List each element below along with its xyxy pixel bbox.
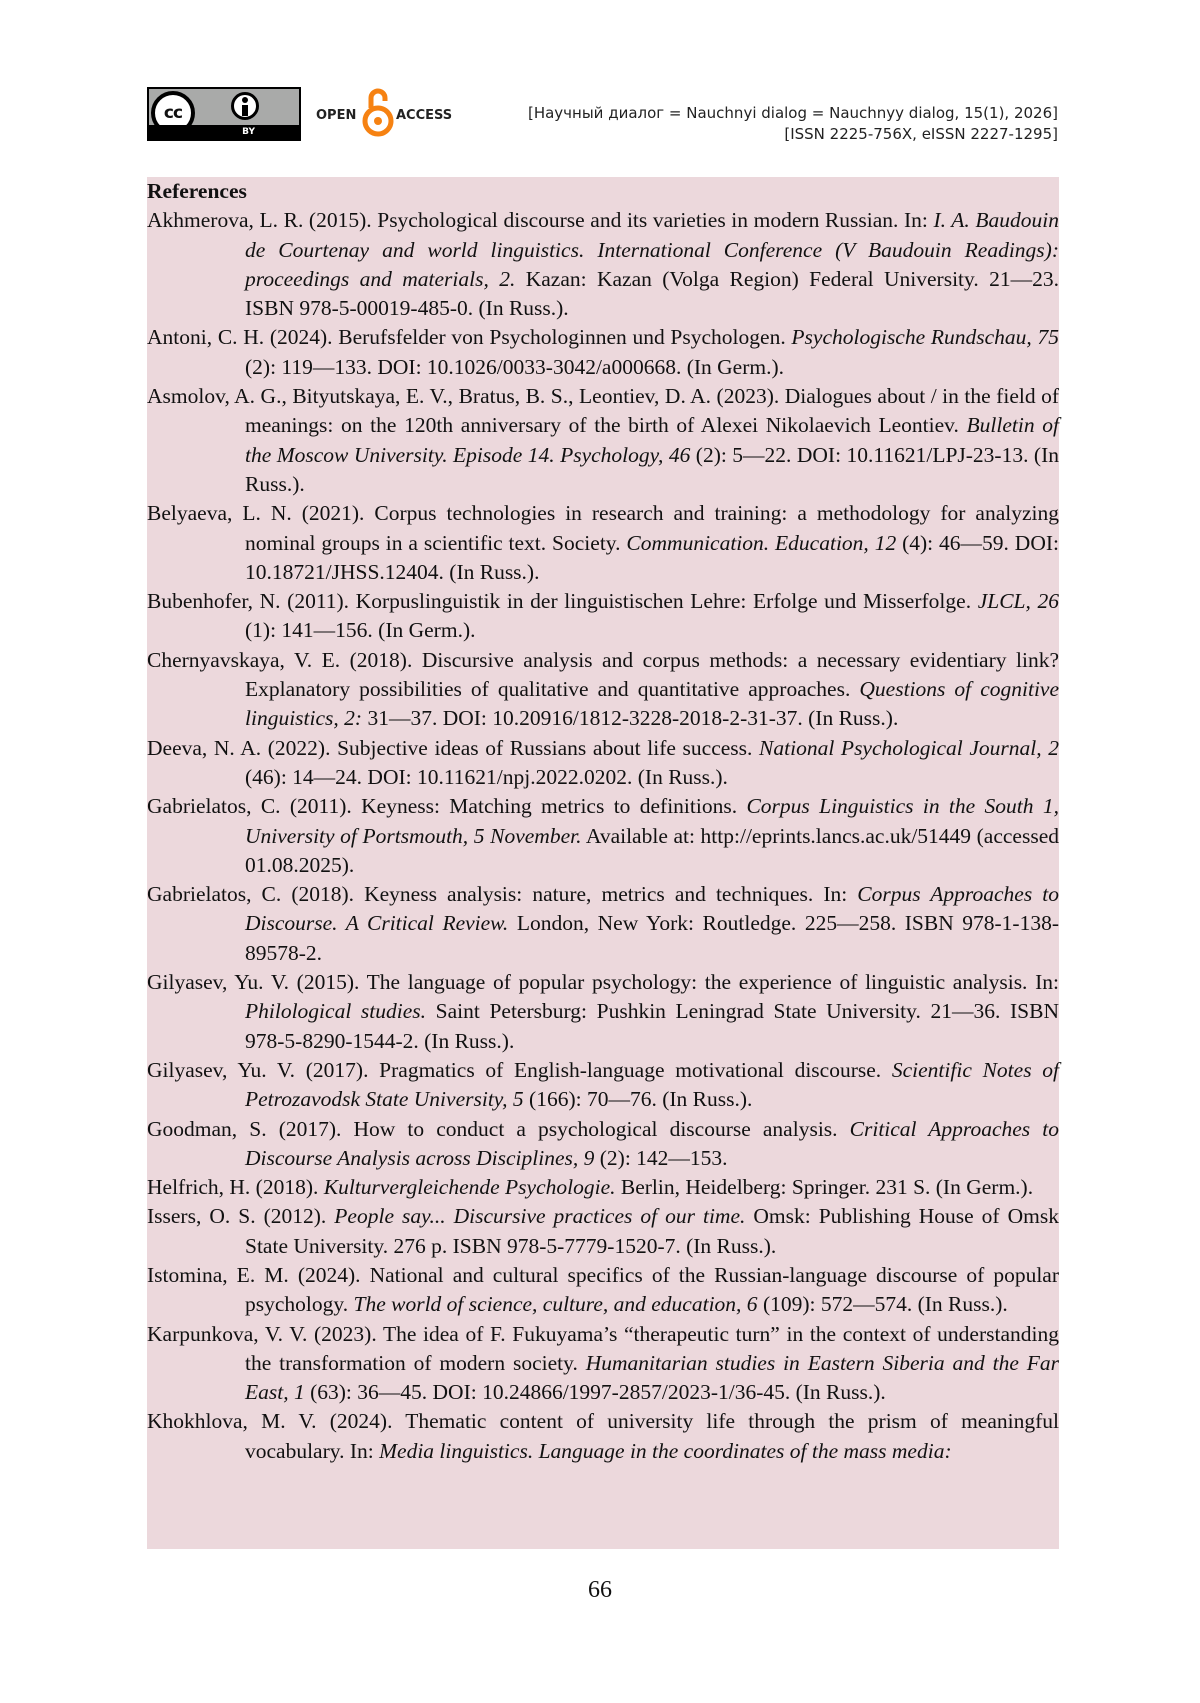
attribution-person-icon (231, 92, 259, 120)
reference-details: London, New York: Routledge. 225—258. ISBN 978-1-138-89578-2. (245, 911, 1059, 965)
reference-entry (147, 734, 1059, 793)
reference-details: Omsk: Publishing House of Omsk State University. 276 p. ISBN 978-5-7779-1520-7. (In Russ.). (245, 1204, 1059, 1258)
journal-issn-line: [ISSN 2225-756X, eISSN 2227-1295] (784, 125, 1058, 143)
reference-source-title: JLCL, 26 (977, 589, 1059, 614)
reference-entry (147, 206, 1059, 323)
reference-source-title: Kulturvergleichende Psychologie. (323, 1175, 616, 1200)
reference-text: Goodman, S. (2017). How to conduct a psychological discourse analysis. (147, 1116, 850, 1141)
reference-text: Gilyasev, Yu. V. (2015). The language of popular psychology: the experience of linguistic analysis. In: (147, 970, 1059, 995)
reference-text: Belyaeva, L. N. (2021). Corpus technologies in research and training: a methodology for analyzing nominal groups in a scientific text. Society. (147, 501, 1059, 555)
reference-details: Saint Petersburg: Pushkin Leningrad State University. 21—36. ISBN 978-5-8290-1544-2. (In Russ.). (245, 999, 1059, 1053)
open-access-left-text: OPEN (316, 108, 357, 123)
reference-text: Bubenhofer, N. (2011). Korpuslinguistik in der linguistischen Lehre: Erfolge und Misserfolge. (147, 589, 978, 614)
reference-entry (147, 1261, 1059, 1320)
reference-entry (147, 646, 1059, 734)
reference-text: Istomina, E. M. (2024). National and cultural specifics of the Russian-language discourse of popular psychology. (147, 1262, 1059, 1317)
references-section (147, 177, 1059, 1549)
reference-text: Chernyavskaya, V. E. (2018). Discursive analysis and corpus methods: a necessary evidentiary link? Explanatory possibilities of qualitative and quantitative approaches. (147, 647, 1059, 702)
reference-source-title: Humanitarian studies in Eastern Siberia and the Far East, 1 (245, 1350, 1059, 1405)
reference-details: (2): 119—133. DOI: 10.1026/0033-3042/a000668. (In Germ.). (245, 354, 785, 379)
reference-text: Gabrielatos, C. (2011). Keyness: Matching metrics to definitions. (147, 794, 747, 819)
reference-source-title: Psychologische Rundschau, 75 (791, 325, 1059, 350)
reference-source-title: Corpus Linguistics in the South 1, University of Portsmouth, 5 November. (245, 794, 1059, 848)
reference-entry (147, 382, 1059, 499)
reference-text: Gilyasev, Yu. V. (2017). Pragmatics of English-language motivational discourse. (147, 1057, 892, 1082)
reference-details: 31—37. DOI: 10.20916/1812-3228-2018-2-31-37. (In Russ.). (362, 706, 899, 731)
references-heading: References (147, 179, 247, 203)
reference-source-title: People say... Discursive practices of our time. (334, 1204, 746, 1229)
reference-source-title: Media linguistics. Language in the coordinates of the mass media: (379, 1438, 952, 1463)
reference-details: (2): 5—22. DOI: 10.11621/LPJ-23-13. (In Russ.). (245, 442, 1059, 496)
open-lock-icon (362, 86, 394, 138)
reference-text: Helfrich, H. (2018). (147, 1175, 324, 1200)
reference-entry (147, 587, 1059, 646)
reference-source-title: Questions of cognitive linguistics, 2: (245, 677, 1059, 731)
reference-text: Deeva, N. A. (2022). Subjective ideas of Russians about life success. (147, 735, 760, 760)
license-strip (149, 125, 299, 139)
reference-entry (147, 499, 1059, 587)
reference-details: Kazan: Kazan (Volga Region) Federal University. 21—23. ISBN 978-5-00019-485-0. (In Russ.). (245, 266, 1059, 321)
page-number: 66 (588, 1577, 612, 1603)
license-badge-label: BY (242, 127, 255, 137)
reference-entry (147, 1407, 1059, 1466)
reference-text: Akhmerova, L. R. (2015). Psychological discourse and its varieties in modern Russian. In: (147, 208, 934, 233)
reference-details: Berlin, Heidelberg: Springer. 231 S. (In Germ.). (615, 1175, 1034, 1200)
reference-details: (1): 141—156. (In Germ.). (245, 618, 476, 643)
reference-details: (46): 14—24. DOI: 10.11621/npj.2022.0202. (In Russ.). (245, 764, 728, 789)
reference-entry (147, 1202, 1059, 1261)
reference-details: Available at: http://eprints.lancs.ac.uk/51449 (accessed 01.08.2025). (245, 823, 1059, 877)
reference-entry (147, 792, 1059, 880)
reference-details: (166): 70—76. (In Russ.). (523, 1087, 753, 1112)
reference-text: Khokhlova, M. V. (2024). Thematic content of university life through the prism of meaningful vocabulary. In: (147, 1409, 1059, 1463)
reference-source-title: I. A. Baudouin de Courtenay and world linguistics. International Conference (V Baudouin Readings): proceedings and materials, 2. (245, 208, 1060, 291)
reference-entry (147, 1173, 1059, 1202)
reference-entry (147, 1320, 1059, 1408)
reference-text: Gabrielatos, C. (2018). Keyness analysis: nature, metrics and techniques. In: (147, 882, 858, 907)
open-access-right-text: ACCESS (396, 108, 453, 123)
reference-source-title: The world of science, culture, and education, 6 (353, 1292, 758, 1317)
open-access-logo (316, 86, 456, 138)
reference-details: (63): 36—45. DOI: 10.24866/1997-2857/2023-1/36-45. (In Russ.). (304, 1380, 886, 1405)
reference-entry (147, 1115, 1059, 1174)
cc-by-license-badge (147, 87, 301, 141)
reference-source-title: Corpus Approaches to Discourse. A Critical Review. (245, 882, 1059, 936)
journal-citation-header (528, 103, 1058, 145)
reference-source-title: National Psychological Journal, 2 (759, 735, 1059, 760)
reference-details: (2): 142—153. (594, 1145, 728, 1170)
reference-details: (4): 46—59. DOI: 10.18721/JHSS.12404. (In Russ.). (245, 530, 1059, 584)
creative-commons-icon: cc (151, 91, 195, 135)
reference-text: Issers, O. S. (2012). (147, 1204, 335, 1229)
reference-source-title: Critical Approaches to Discourse Analysis across Disciplines, 9 (245, 1116, 1059, 1170)
reference-text: Karpunkova, V. V. (2023). The idea of F. Fukuyama’s “therapeutic turn” in the context of understanding the transformation of modern society. (147, 1321, 1059, 1375)
reference-source-title: Scientific Notes of Petrozavodsk State University, 5 (245, 1057, 1059, 1112)
journal-title-line: [Научный диалог = Nauchnyi dialog = Nauchnyy dialog, 15(1), 2026] (527, 104, 1058, 122)
reference-text: Antoni, C. H. (2024). Berufsfelder von Psychologinnen und Psychologen. (147, 325, 792, 350)
references-list (147, 206, 1059, 1466)
reference-source-title: Philological studies. (245, 999, 427, 1024)
reference-source-title: Bulletin of the Moscow University. Episode 14. Psychology, 46 (245, 413, 1059, 467)
reference-entry (147, 1056, 1059, 1115)
reference-entry (147, 968, 1059, 1056)
reference-entry (147, 880, 1059, 968)
reference-entry (147, 323, 1059, 382)
reference-details: (109): 572—574. (In Russ.). (757, 1292, 1008, 1317)
reference-source-title: Communication. Education, 12 (626, 530, 897, 555)
reference-text: Asmolov, A. G., Bityutskaya, E. V., Bratus, B. S., Leontiev, D. A. (2023). Dialogues about / in the field of meanings: on the 120th anniversary of the birth of Alexei Nikolaevich Leontiev. (147, 384, 1059, 438)
